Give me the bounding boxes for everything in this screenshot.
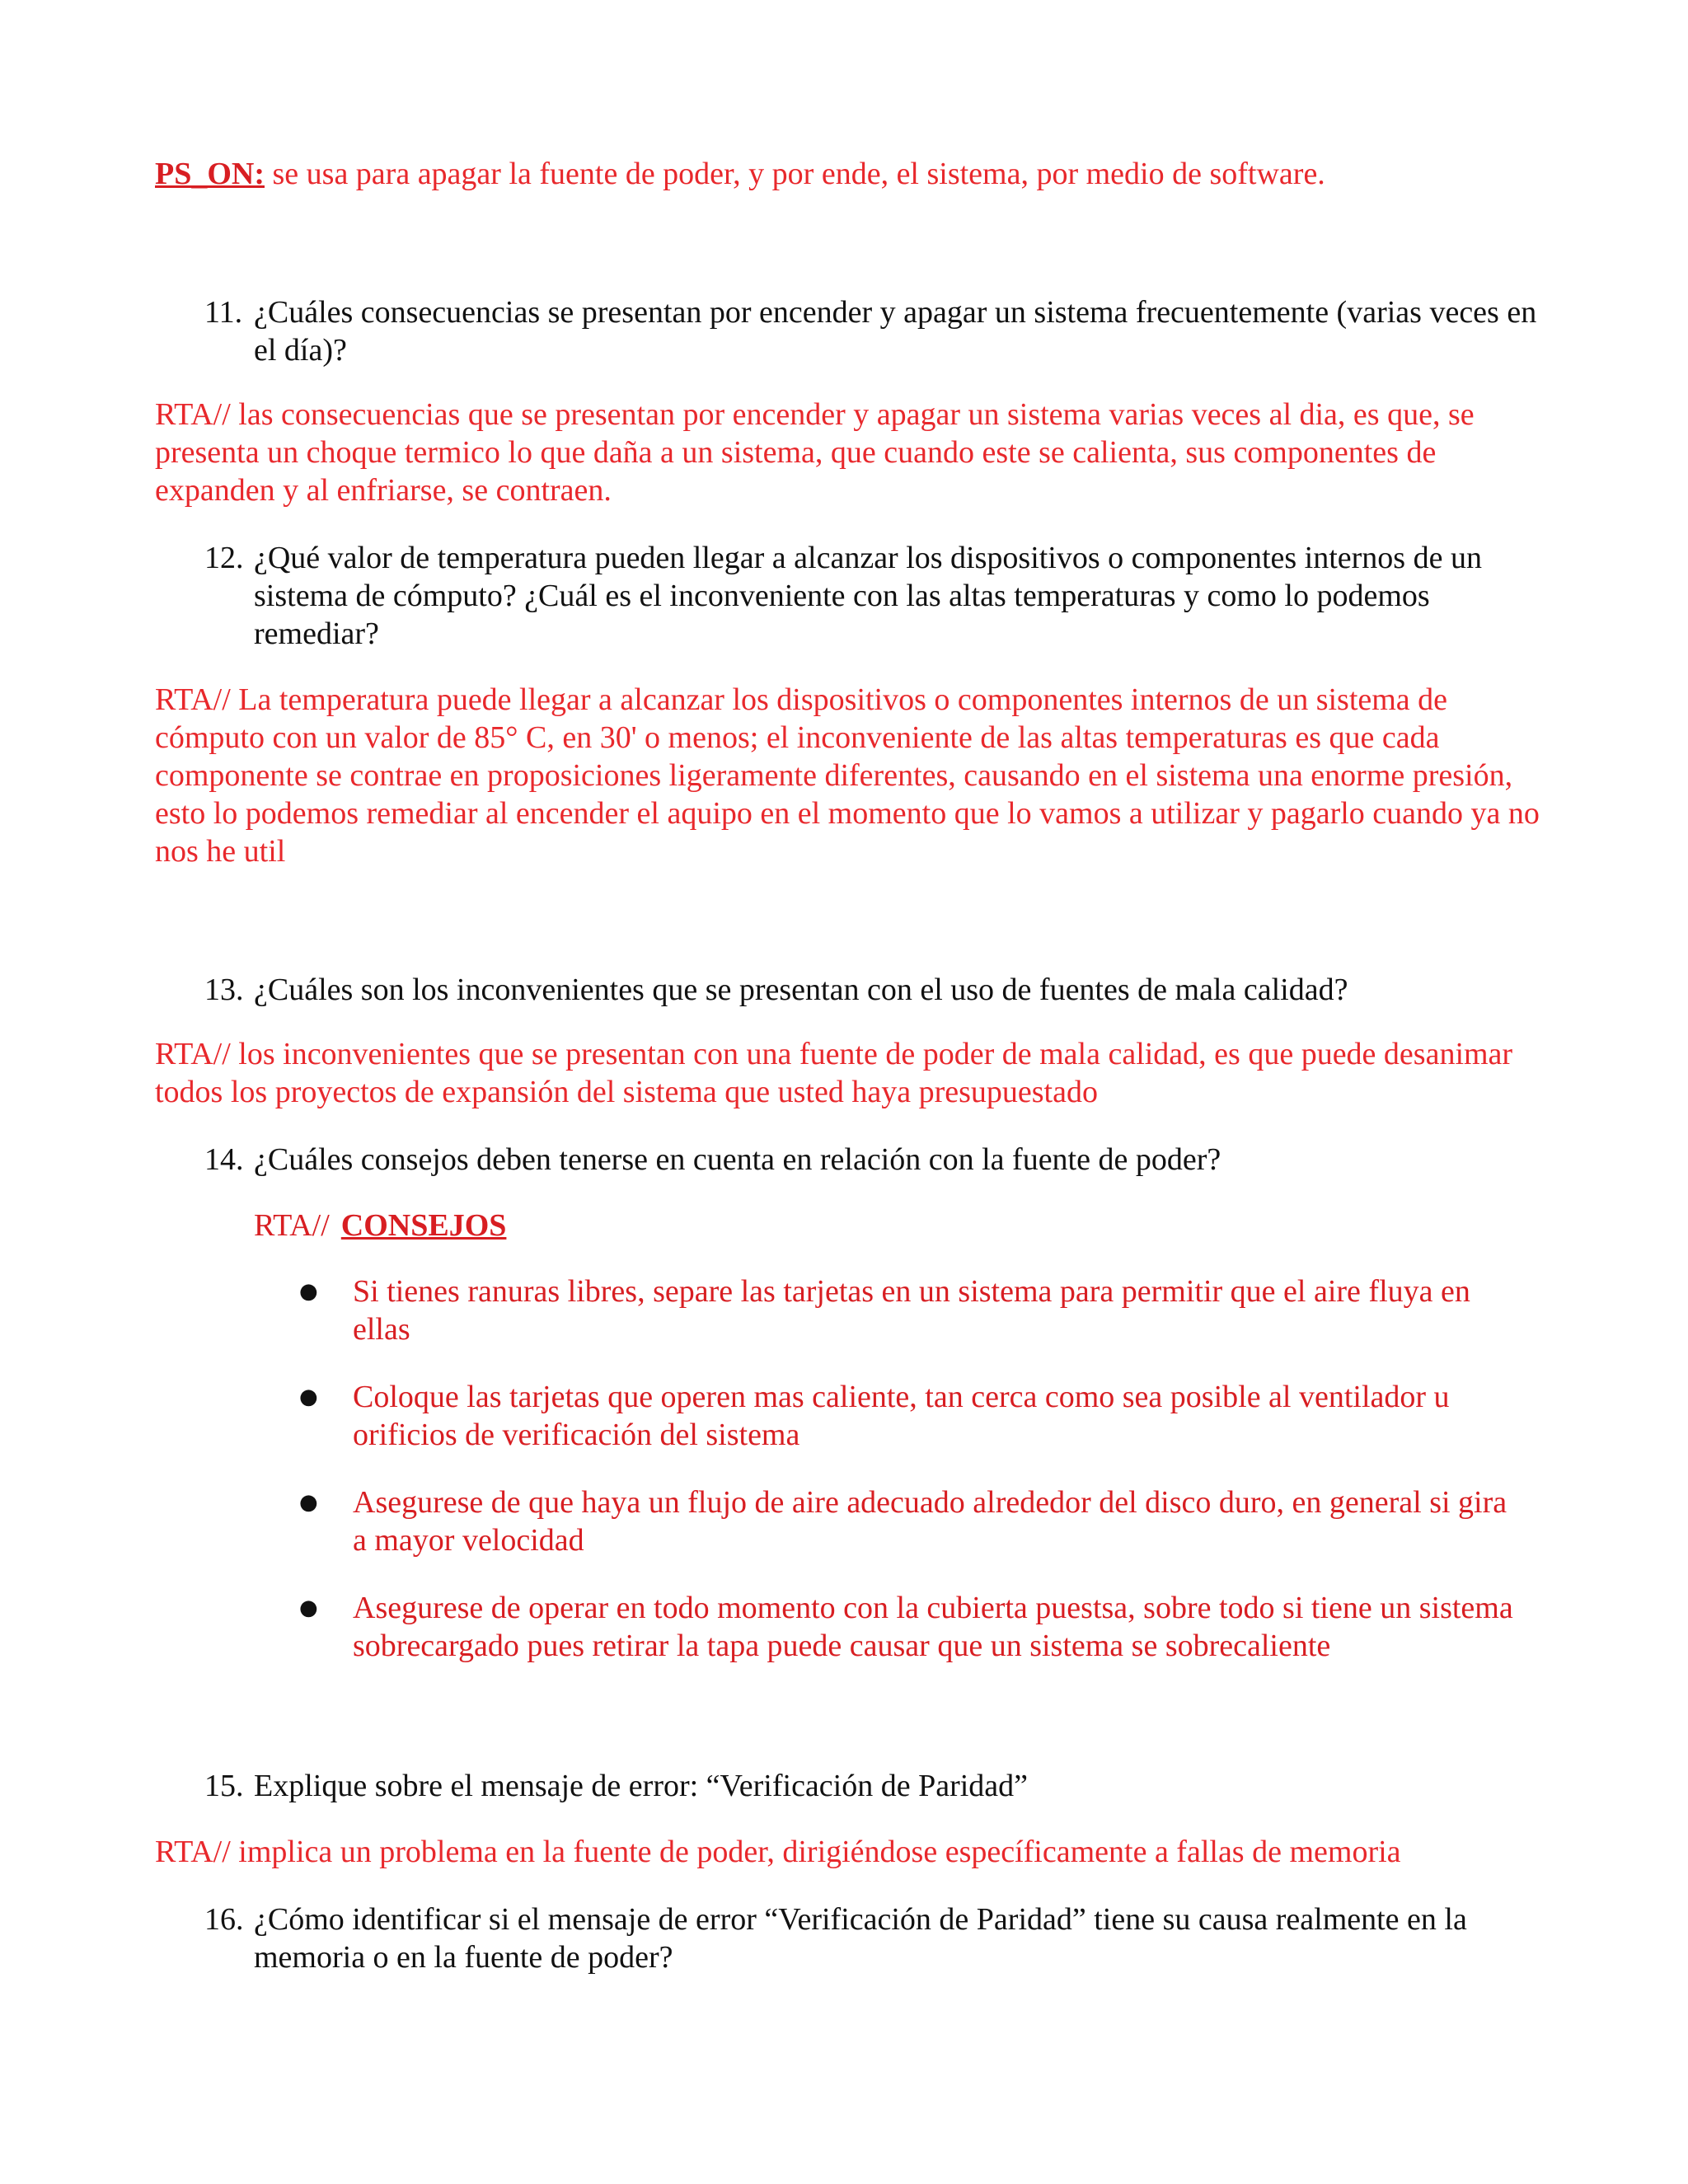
bullet-icon: ●: [299, 1490, 318, 1515]
bullet-icon: ●: [299, 1385, 318, 1409]
question-number: 12.: [204, 541, 244, 575]
ps-on-label: PS_ON:: [155, 157, 265, 191]
ps-on-text: se usa para apagar la fuente de poder, y por ende, el sistema, por medio de software.: [265, 157, 1325, 191]
answer-13: RTA// los inconvenientes que se presentan con una fuente de poder de mala calidad, es que puede desanimar todos los proyectos de expansión del sistema que usted haya presupuestado: [155, 1037, 1513, 1109]
question-number: 15.: [204, 1769, 244, 1803]
question-text: Explique sobre el mensaje de error: “Verificación de Paridad”: [254, 1769, 1029, 1803]
answer-12: RTA// La temperatura puede llegar a alcanzar los dispositivos o componentes internos de un sistema de cómputo con un valor de 85° C, en 30' o menos; el inconveniente de las altas temperaturas es que cada componente se contrae en proposiciones ligeramente diferentes, causando en el sistema una enorme presión, esto lo podemos remediar al encender el aquipo en el momento que lo vamos a utilizar y pagarlo cuando ya no nos he util: [155, 682, 1540, 869]
question-number: 14.: [204, 1142, 244, 1177]
question-14: [204, 1141, 1548, 1179]
question-11: [204, 293, 1548, 369]
question-12: [204, 539, 1548, 653]
list-item: [299, 1589, 1515, 1665]
question-number: 11.: [204, 295, 243, 330]
question-16: [204, 1900, 1548, 1976]
question-text: ¿Cómo identificar si el mensaje de error “Verificación de Paridad” tiene su causa realmente en la memoria o en la fuente de poder?: [254, 1902, 1467, 1975]
answer-11: RTA// las consecuencias que se presentan por encender y apagar un sistema varias veces al dia, es que, se presenta un choque termico lo que daña a un sistema, que cuando este se calienta, sus componentes de expanden y al enfriarse, se contraen.: [155, 397, 1475, 508]
list-item: [299, 1378, 1515, 1454]
list-item-text: Coloque las tarjetas que operen mas caliente, tan cerca como sea posible al ventilador u orificios de verificación del sistema: [353, 1380, 1450, 1452]
question-number: 13.: [204, 972, 244, 1007]
answer-15: RTA// implica un problema en la fuente de poder, dirigiéndose específicamente a fallas de memoria: [155, 1835, 1401, 1869]
answer-prefix: RTA//: [254, 1208, 330, 1243]
list-item: [299, 1483, 1515, 1559]
bullet-icon: ●: [299, 1596, 318, 1620]
list-item-text: Si tienes ranuras libres, separe las tarjetas en un sistema para permitir que el aire fluya en ellas: [353, 1274, 1470, 1347]
ps-on-paragraph: [155, 155, 1548, 193]
question-number: 16.: [204, 1902, 244, 1937]
question-text: ¿Qué valor de temperatura pueden llegar a alcanzar los dispositivos o componentes internos de un sistema de cómputo? ¿Cuál es el inconveniente con las altas temperaturas y como lo podemos remediar?: [254, 541, 1482, 651]
question-text: ¿Cuáles consecuencias se presentan por encender y apagar un sistema frecuentemente (varias veces en el día)?: [254, 295, 1537, 368]
list-item-text: Asegurese de operar en todo momento con la cubierta puestsa, sobre todo si tiene un sistema sobrecargado pues retirar la tapa puede causar que un sistema se sobrecaliente: [353, 1591, 1513, 1663]
consejos-title: CONSEJOS: [340, 1208, 507, 1243]
list-item: [299, 1272, 1515, 1348]
question-text: ¿Cuáles consejos deben tenerse en cuenta en relación con la fuente de poder?: [254, 1142, 1221, 1177]
answer-14-heading: [254, 1207, 506, 1244]
list-item-text: Asegurese de que haya un flujo de aire adecuado alrededor del disco duro, en general si gira a mayor velocidad: [353, 1485, 1507, 1558]
question-text: ¿Cuáles son los inconvenientes que se presentan con el uso de fuentes de mala calidad?: [254, 972, 1348, 1007]
question-13: [204, 971, 1548, 1009]
question-15: [204, 1767, 1548, 1805]
bullet-icon: ●: [299, 1279, 318, 1304]
